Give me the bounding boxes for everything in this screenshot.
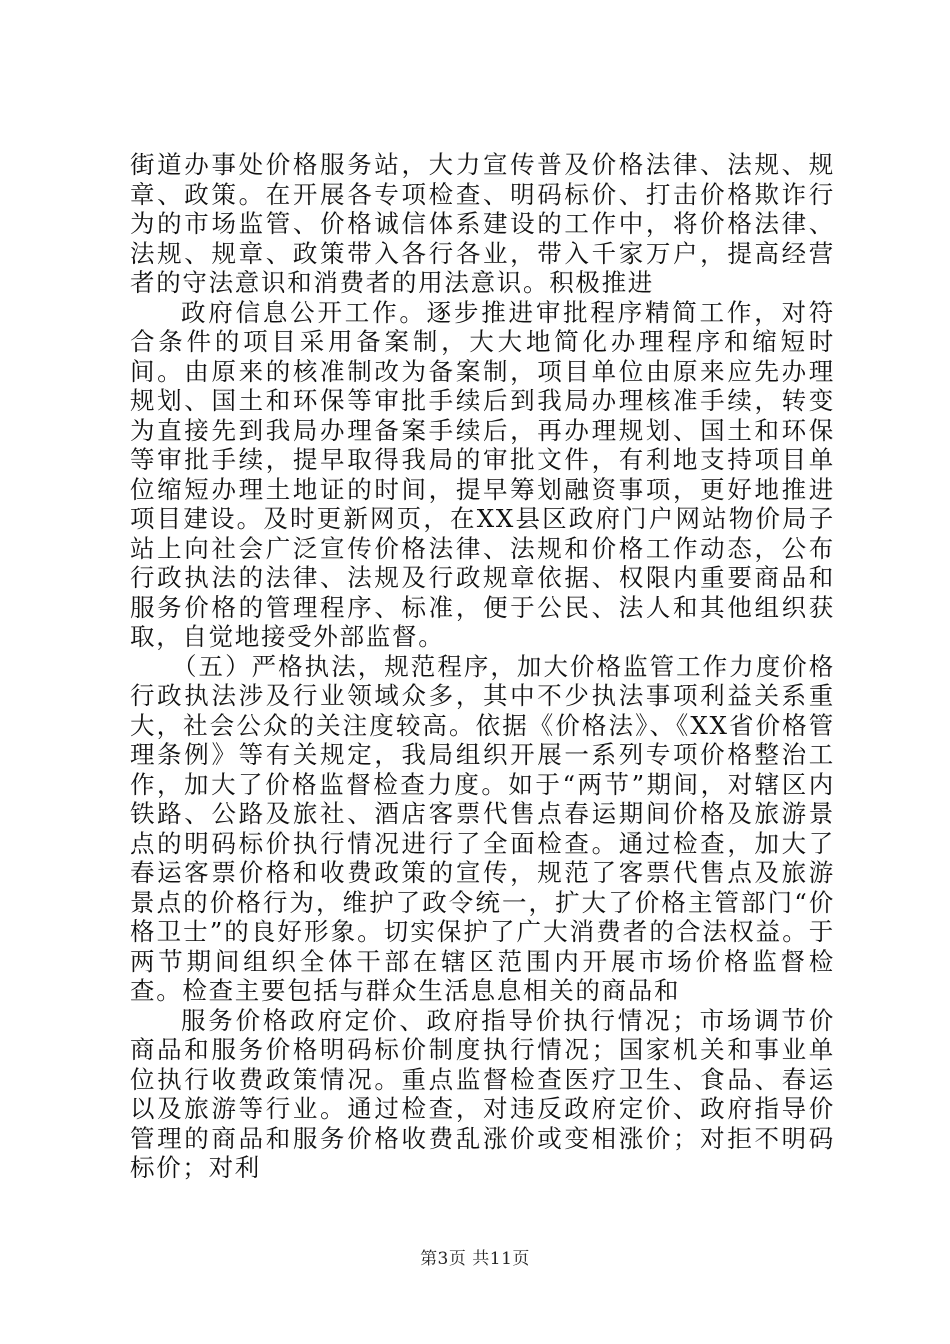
document-body xyxy=(130,150,835,1183)
paragraph-1: 街道办事处价格服务站，大力宣传普及价格法律、法规、规章、政策。在开展各专项检查、明码标价、打击价格欺诈行为的市场监管、价格诚信体系建设的工作中，将价格法律、法规、规章、政策带入各行各业，带入千家万户，提高经营者的守法意识和消费者的用法意识。积极推进 xyxy=(130,150,835,297)
paragraph-2: 政府信息公开工作。逐步推进审批程序精简工作，对符合条件的项目采用备案制，大大地简化办理程序和缩短时间。由原来的核准制改为备案制，项目单位由原来应先办理规划、国土和环保等审批手续后到我局办理核准手续，转变为直接先到我局办理备案手续后，再办理规划、国土和环保等审批手续，提早取得我局的审批文件，有利地支持项目单位缩短办理土地证的时间，提早筹划融资事项，更好地推进项目建设。及时更新网页，在XX县区政府门户网站物价局子站上向社会广泛宣传价格法律、法规和价格工作动态，公布行政执法的法律、法规及行政规章依据、权限内重要商品和服务价格的管理程序、标准，便于公民、法人和其他组织获取，自觉地接受外部监督。 xyxy=(130,297,835,651)
paragraph-4: 服务价格政府定价、政府指导价执行情况；市场调节价商品和服务价格明码标价制度执行情况；国家机关和事业单位执行收费政策情况。重点监督检查医疗卫生、食品、春运以及旅游等行业。通过检查，对违反政府定价、政府指导价管理的商品和服务价格收费乱涨价或变相涨价；对拒不明码标价；对利 xyxy=(130,1005,835,1182)
paragraph-3: （五）严格执法，规范程序，加大价格监管工作力度价格行政执法涉及行业领域众多，其中不少执法事项利益关系重大，社会公众的关注度较高。依据《价格法》、《XX省价格管理条例》等有关规定，我局组织开展一系列专项价格整治工作，加大了价格监督检查力度。如于“两节”期间，对辖区内铁路、公路及旅社、酒店客票代售点春运期间价格及旅游景点的明码标价执行情况进行了全面检查。通过检查，加大了春运客票价格和收费政策的宣传，规范了客票代售点及旅游景点的价格行为，维护了政令统一，扩大了价格主管部门“价格卫士”的良好形象。切实保护了广大消费者的合法权益。于两节期间组织全体干部在辖区范围内开展市场价格监督检查。检查主要包括与群众生活息息相关的商品和 xyxy=(130,651,835,1005)
page-number-footer: 第3页 共11页 xyxy=(420,1249,530,1269)
